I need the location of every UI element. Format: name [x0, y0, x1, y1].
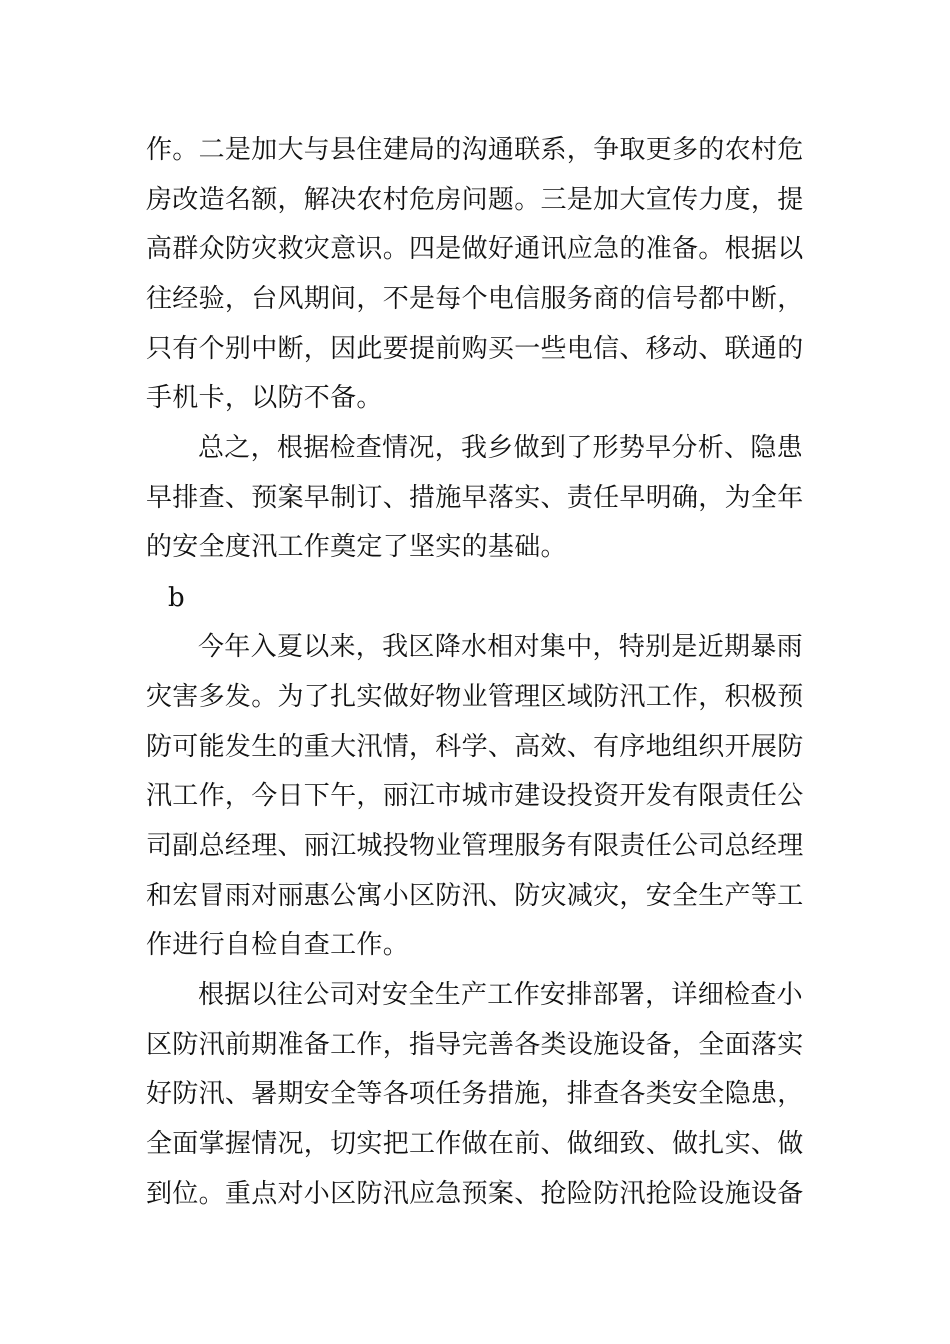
text-line: 高群众防灾救灾意识。四是做好通讯应急的准备。根据以 — [146, 234, 804, 264]
text-line: 房改造名额，解决农村危房问题。三是加大宣传力度，提 — [146, 185, 804, 215]
paragraph-first-line: 总之，根据检查情况，我乡做到了形势早分析、隐患 — [198, 433, 803, 463]
text-line: 手机卡，以防不备。 — [146, 383, 383, 413]
text-line: 和宏冒雨对丽惠公寓小区防汛、防灾减灾，安全生产等工 — [146, 881, 804, 911]
text-line: 往经验，台风期间，不是每个电信服务商的信号都中断， — [146, 284, 804, 314]
text-line: 汛工作，今日下午，丽江市城市建设投资开发有限责任公 — [146, 781, 804, 811]
text-line: 的安全度汛工作奠定了坚实的基础。 — [146, 532, 567, 562]
text-line: 早排查、预案早制订、措施早落实、责任早明确，为全年 — [146, 483, 804, 513]
text-line: 司副总经理、丽江城投物业管理服务有限责任公司总经理 — [146, 831, 804, 861]
text-line: 作进行自检自查工作。 — [146, 930, 410, 960]
text-line: 全面掌握情况，切实把工作做在前、做细致、做扎实、做 — [146, 1129, 804, 1159]
text-line: 防可能发生的重大汛情，科学、高效、有序地组织开展防 — [146, 732, 804, 762]
text-line: 好防汛、暑期安全等各项任务措施，排查各类安全隐患， — [146, 1079, 804, 1109]
section-marker: b — [168, 583, 185, 613]
text-line: 作。二是加大与县住建局的沟通联系，争取更多的农村危 — [146, 135, 804, 165]
paragraph-first-line: 根据以往公司对安全生产工作安排部署，详细检查小 — [198, 980, 803, 1010]
paragraph-first-line: 今年入夏以来，我区降水相对集中，特别是近期暴雨 — [198, 632, 803, 662]
text-line: 区防汛前期准备工作，指导完善各类设施设备，全面落实 — [146, 1030, 804, 1060]
text-line: 只有个别中断，因此要提前购买一些电信、移动、联通的 — [146, 334, 804, 364]
text-line: 灾害多发。为了扎实做好物业管理区域防汛工作，积极预 — [146, 682, 804, 712]
text-line: 到位。重点对小区防汛应急预案、抢险防汛抢险设施设备 — [146, 1179, 804, 1209]
